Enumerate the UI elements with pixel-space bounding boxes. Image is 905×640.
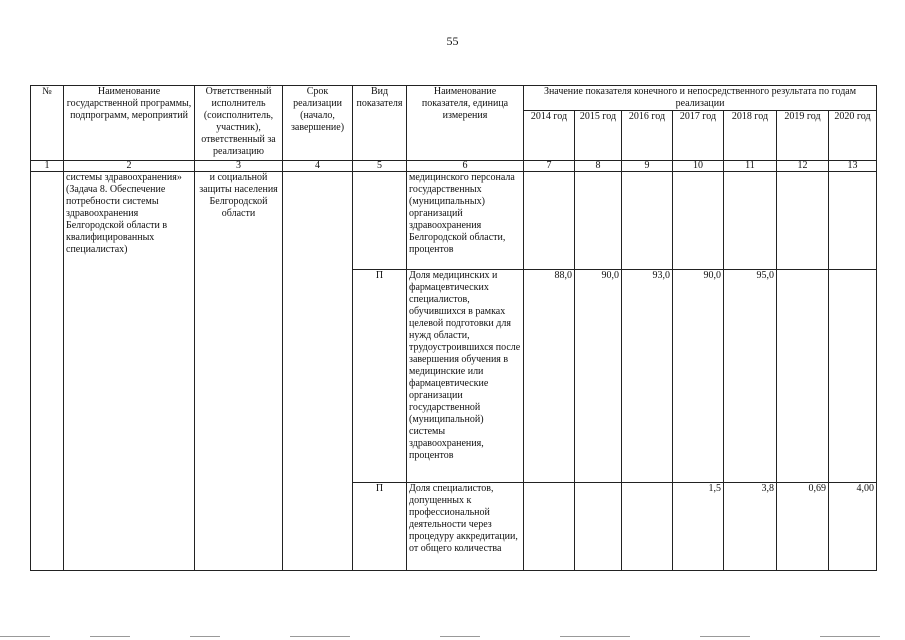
value-cell <box>524 172 575 270</box>
value-cell: 1,5 <box>673 483 724 571</box>
header-col-term: Срок реализации (начало, завершение) <box>283 86 353 161</box>
value-cell: 3,8 <box>724 483 777 571</box>
col-number: 13 <box>829 161 877 172</box>
value-cell: 90,0 <box>575 270 622 483</box>
col-number: 5 <box>353 161 407 172</box>
year-2014: 2014 год <box>524 111 575 161</box>
header-col-responsible: Ответственный исполнитель (соисполнитель, участник), ответственный за реализацию <box>195 86 283 161</box>
value-cell <box>829 270 877 483</box>
value-cell <box>622 483 673 571</box>
value-cell: 4,00 <box>829 483 877 571</box>
indicator-type <box>353 172 407 270</box>
value-cell <box>829 172 877 270</box>
col-number: 6 <box>407 161 524 172</box>
value-cell <box>673 172 724 270</box>
year-2019: 2019 год <box>777 111 829 161</box>
header-row-1 <box>31 86 877 111</box>
year-2016: 2016 год <box>622 111 673 161</box>
col-number: 7 <box>524 161 575 172</box>
term-cell <box>283 172 353 571</box>
indicator-name: Доля специалистов, допущенных к профессиональной деятельности через процедуру аккредитации, от общего количества <box>407 483 524 571</box>
year-2020: 2020 год <box>829 111 877 161</box>
col-number: 3 <box>195 161 283 172</box>
indicator-name: Доля медицинских и фармацевтических специалистов, обучившихся в рамках целевой подготовки для нужд области, трудоустроившихся после завершения обучения в медицинские или фармацевтические организации государственной (муниципальной) системы здравоохранения, процентов <box>407 270 524 483</box>
value-cell: 93,0 <box>622 270 673 483</box>
col-number: 12 <box>777 161 829 172</box>
page-number: 55 <box>446 34 459 48</box>
header-col-num: № <box>31 86 64 161</box>
program-name-cell: системы здравоохранения» (Задача 8. Обеспечение потребности системы здравоохранения Белгородской области в квалифицированных специалистах) <box>64 172 195 571</box>
indicator-type: П <box>353 483 407 571</box>
column-numbers-row <box>31 161 877 172</box>
indicator-name: медицинского персонала государственных (муниципальных) организаций здравоохранения Белгородской области, процентов <box>407 172 524 270</box>
col-number: 11 <box>724 161 777 172</box>
responsible-cell: и социальной защиты населения Белгородской области <box>195 172 283 571</box>
value-cell <box>524 483 575 571</box>
year-2017: 2017 год <box>673 111 724 161</box>
value-cell <box>575 172 622 270</box>
value-cell: 88,0 <box>524 270 575 483</box>
row-num-cell <box>31 172 64 571</box>
header-col-indicator: Наименование показателя, единица измерения <box>407 86 524 161</box>
year-2018: 2018 год <box>724 111 777 161</box>
header-values-group: Значение показателя конечного и непосредственного результата по годам реализации <box>524 86 877 111</box>
value-cell <box>575 483 622 571</box>
value-cell <box>777 172 829 270</box>
col-number: 1 <box>31 161 64 172</box>
col-number: 9 <box>622 161 673 172</box>
value-cell <box>777 270 829 483</box>
table-row <box>31 172 877 270</box>
value-cell <box>622 172 673 270</box>
indicators-table <box>30 85 877 571</box>
value-cell: 95,0 <box>724 270 777 483</box>
year-2015: 2015 год <box>575 111 622 161</box>
col-number: 4 <box>283 161 353 172</box>
col-number: 10 <box>673 161 724 172</box>
scan-edge-marks <box>0 634 905 640</box>
header-col-type: Вид показателя <box>353 86 407 161</box>
indicator-type: П <box>353 270 407 483</box>
value-cell: 0,69 <box>777 483 829 571</box>
value-cell <box>724 172 777 270</box>
col-number: 8 <box>575 161 622 172</box>
header-col-name: Наименование государственной программы, подпрограмм, мероприятий <box>64 86 195 161</box>
value-cell: 90,0 <box>673 270 724 483</box>
col-number: 2 <box>64 161 195 172</box>
